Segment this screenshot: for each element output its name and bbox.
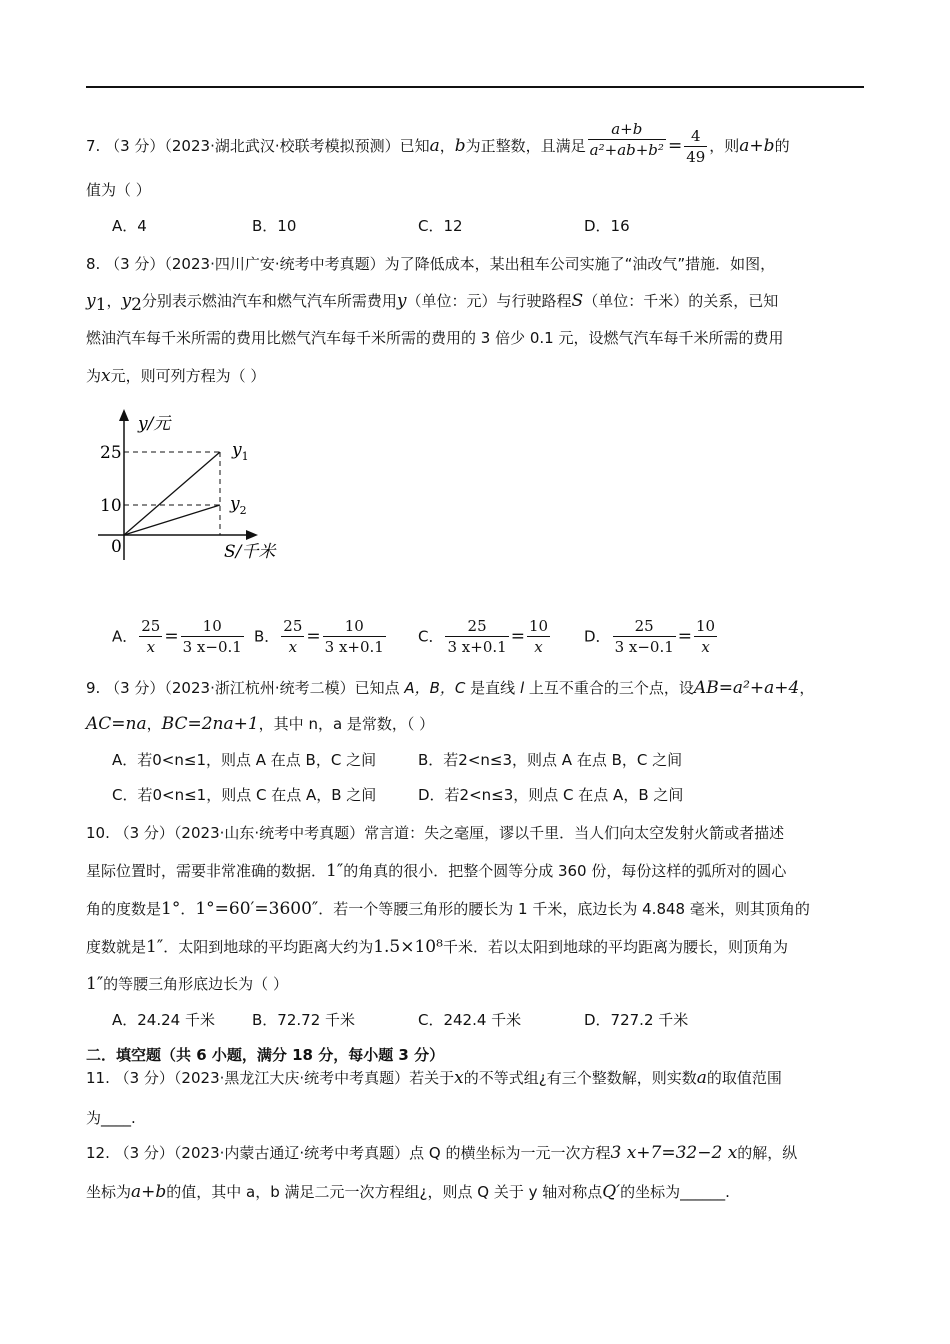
q11-line1: 11. （3 分）（2023·黑龙江大庆·统考中考真题）若关于x的不等式组¿有三个整数解，则实数a的取值范围 <box>86 1068 782 1088</box>
graph-tick-10: 10 <box>100 496 122 516</box>
graph-label-y2: $y_2$ <box>230 494 247 517</box>
q7-fraction <box>588 119 666 160</box>
q9-option-a[interactable]: A．若0<n≤1，则点 A 在点 B，C 之间 <box>112 751 377 769</box>
q8-l2-c: （单位：千米）的关系，已知 <box>583 292 779 310</box>
graph-label-y1: $y_1$ <box>232 440 249 463</box>
q9-option-b[interactable]: B．若2<n≤3，则点 A 在点 B，C 之间 <box>418 751 683 769</box>
q7-rhs-den: 49 <box>686 148 706 166</box>
graph-y-label: y/元 <box>138 414 171 434</box>
q8-l4-a: 为 <box>86 367 102 385</box>
q10-line2: 星际位置时，需要非常准确的数据．1″的角真的很小．把整个圆等分成 360 份，每份这样的弧所对的圆心 <box>86 861 787 881</box>
q8-sep: ， <box>106 292 122 310</box>
q8-option-d[interactable]: D． $\frac{25}{3 x-0.1}$ = $\frac{10}{x}$ <box>584 617 716 656</box>
q8-y1-sub: 1 <box>95 295 107 315</box>
graph-x-arrow <box>246 530 258 540</box>
section-heading: 二．填空题（共 6 小题，满分 18 分，每小题 3 分） <box>86 1046 445 1064</box>
q8-S: S <box>571 291 584 311</box>
q7-var-a: a <box>429 136 440 156</box>
q10-line1: 10. （3 分）（2023·山东·统考中考真题）常言道：失之毫厘，谬以千里．当人们向太空发射火箭或者描述 <box>86 824 785 842</box>
q7-eq: = <box>667 136 683 156</box>
q8-option-b[interactable]: B． $\frac{25}{x}$ = $\frac{10}{3 x+0.1}$ <box>254 617 384 656</box>
q10-option-a[interactable]: A．24.24 千米 <box>112 1011 215 1029</box>
q8-y: y <box>396 291 407 311</box>
q7-line2: 值为（ ） <box>86 181 151 199</box>
q11-line2: 为____. <box>86 1109 136 1127</box>
graph-x-label: S/千米 <box>224 542 276 562</box>
q9-line2: AC=na，BC=2na+1，其中 n，a 是常数，（ ） <box>86 714 435 734</box>
q10-option-b[interactable]: B．72.72 千米 <box>252 1011 356 1029</box>
q8-y2-sub: 2 <box>131 295 142 315</box>
q9-line1: 9. （3 分）（2023·浙江杭州·统考二模）已知点 A，B，C 是直线 l 上互不重合的三个点，设AB=a²+a+4， <box>86 678 815 698</box>
q8-line2 <box>86 291 778 315</box>
q7-option-c[interactable]: C．12 <box>418 217 463 235</box>
q8-x: x <box>101 366 111 386</box>
q9-expr-ab: AB=a²+a+4 <box>693 678 800 698</box>
q7-sep: ， <box>439 137 455 155</box>
q7-prefix: 7. （3 分）（2023·湖北武汉·校联考模拟预测）已知 <box>86 137 430 155</box>
q8-line1: 8. （3 分）（2023·四川广安·统考中考真题）为了降低成本，某出租车公司实施了“油改气”措施．如图， <box>86 255 776 273</box>
q8-graph <box>90 405 290 575</box>
q8-line4 <box>86 366 265 386</box>
q8-line3: 燃油汽车每千米所需的费用比燃气汽车每千米所需的费用的 3 倍少 0.1 元，设燃气汽车每千米所需的费用 <box>86 329 784 347</box>
q7-tail-a: ，则 <box>709 137 740 155</box>
q7-frac-den: a²+ab+b² <box>589 141 664 159</box>
q10-line3: 角的度数是1°．1°=60′=3600″．若一个等腰三角形的腰长为 1 千米，底边长为 4.848 毫米，则其顶角的 <box>86 899 810 919</box>
q8-option-c[interactable]: C． $\frac{25}{3 x+0.1}$ = $\frac{10}{x}$ <box>418 617 549 656</box>
q7-mid: 为正整数，且满足 <box>465 137 586 155</box>
q8-l2-a: 分别表示燃油汽车和燃气汽车所需费用 <box>141 292 397 310</box>
q7-frac-num: a+b <box>588 119 666 140</box>
graph-origin: 0 <box>111 537 122 557</box>
q7-rhs-num: 4 <box>684 126 707 147</box>
q8-y1: y <box>86 291 96 311</box>
q7-tail-end: 的 <box>774 137 790 155</box>
q8-l2-b: （单位：元）与行驶路程 <box>406 292 572 310</box>
graph-line-y1 <box>124 452 220 535</box>
q10-line5: 1″的等腰三角形底边长为（ ） <box>86 974 288 994</box>
q10-line4: 度数就是1″．太阳到地球的平均距离大约为1.5×10⁸千米．若以太阳到地球的平均距离为腰长，则顶角为 <box>86 937 788 957</box>
q9-option-d[interactable]: D．若2<n≤3，则点 C 在点 A，B 之间 <box>418 786 684 804</box>
graph-tick-25: 25 <box>100 443 122 463</box>
q7-line1 <box>86 120 790 167</box>
graph-line-y2 <box>124 505 220 535</box>
q10-option-d[interactable]: D．727.2 千米 <box>584 1011 689 1029</box>
q8-option-a[interactable]: A． $\frac{25}{x}$ = $\frac{10}{3 x-0.1}$ <box>112 617 242 656</box>
q9-option-c[interactable]: C．若0<n≤1，则点 C 在点 A，B 之间 <box>112 786 377 804</box>
q7-tail-expr: a+b <box>739 136 775 156</box>
q12-line2: 坐标为a+b的值，其中 a，b 满足二元一次方程组¿，则点 Q 关于 y 轴对称点Q′的坐标为______. <box>86 1182 730 1202</box>
header-rule <box>86 86 864 88</box>
q7-option-d[interactable]: D．16 <box>584 217 630 235</box>
q7-option-a[interactable]: A．4 <box>112 217 147 235</box>
q7-rhs-fraction <box>684 126 707 167</box>
q12-line1: 12. （3 分）（2023·内蒙古通辽·统考中考真题）点 Q 的横坐标为一元一次方程3 x+7=32−2 x的解，纵 <box>86 1143 798 1163</box>
q7-var-b: b <box>454 136 466 156</box>
q10-option-c[interactable]: C．242.4 千米 <box>418 1011 522 1029</box>
q8-l4-b: 元，则可列方程为（ ） <box>110 367 266 385</box>
q7-option-b[interactable]: B．10 <box>252 217 297 235</box>
q8-y2: y <box>121 291 132 311</box>
graph-y-arrow <box>119 409 129 421</box>
